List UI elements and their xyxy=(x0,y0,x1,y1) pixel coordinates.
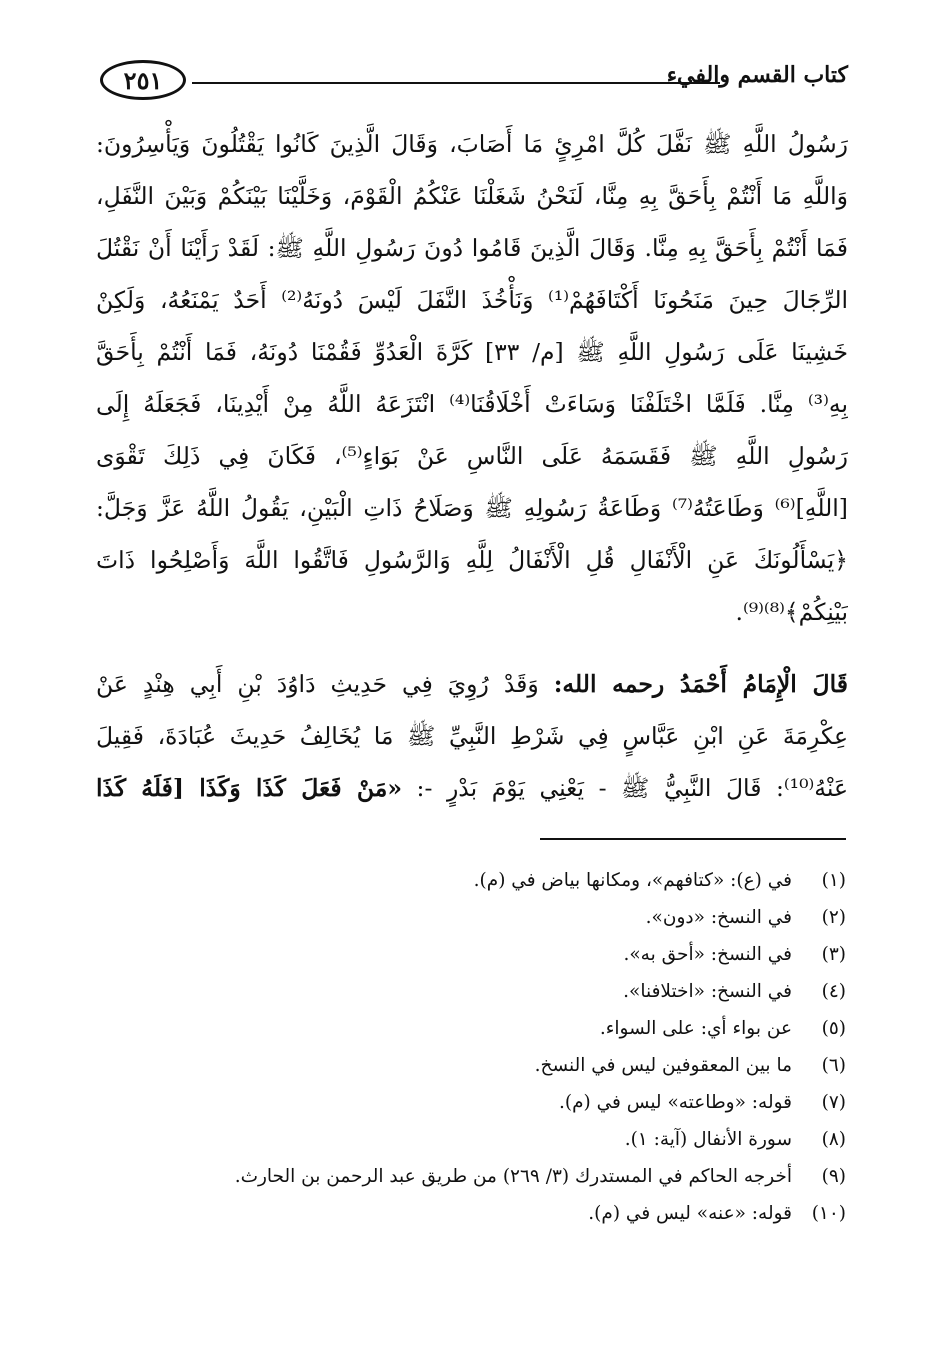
footnote-number: (٥) xyxy=(821,1018,846,1039)
page-header xyxy=(100,60,848,104)
text-line: [اللَّهِ]⁽⁶⁾ وَطَاعَتُهُ⁽⁷⁾ وَطَاعَةُ رَسُولِهِ ﷺ وَصَلَاحُ ذَاتِ الْبَيْنِ، يَقُولُ اللَّهُ عَزَّ وَجَلَّ: xyxy=(96,494,848,522)
text-line: رَسُولِ اللَّهِ ﷺ فَقَسَمَهُ عَلَى النَّاسِ عَنْ بَوَاءٍ⁽⁵⁾، فَكَانَ فِي ذَلِكَ تَقْوَى xyxy=(96,442,848,470)
text-line: بِهِ⁽³⁾ مِنَّا. فَلَمَّا اخْتَلَفْنَا وَسَاءَتْ أَخْلَاقُنَا⁽⁴⁾ انْتَزَعَهُ اللَّهُ مِنْ أَيْدِينَا، فَجَعَلَهُ إِلَى xyxy=(96,390,848,418)
footnote-text: قوله: «عنه» ليس في (م). xyxy=(588,1203,792,1224)
footnote xyxy=(86,1195,846,1232)
footnote xyxy=(86,862,846,899)
footnote-text: سورة الأنفال (آية: ١). xyxy=(624,1129,792,1150)
text-line xyxy=(96,658,848,710)
footnote xyxy=(86,973,846,1010)
footnote xyxy=(86,1121,846,1158)
footnote-number: (٧) xyxy=(821,1092,846,1113)
footnote xyxy=(86,936,846,973)
footnote-number: (٣) xyxy=(821,944,846,965)
footnote-text: في النسخ: «اختلافنا». xyxy=(623,981,792,1002)
footnote-text: عن بواء أي: على السواء. xyxy=(599,1018,792,1039)
footnote-number: (٦) xyxy=(821,1055,846,1076)
footnote-text: في النسخ: «دون». xyxy=(645,907,792,928)
footnote-number: (٢) xyxy=(821,907,846,928)
footnote-number: (١٠) xyxy=(811,1203,846,1224)
footnote xyxy=(86,1047,846,1084)
page-number: ٢٥١ xyxy=(100,60,186,100)
footnotes xyxy=(86,862,846,1232)
text-span: عَنْهُ⁽¹⁰⁾: قَالَ النَّبِيُّ ﷺ - يَعْنِي يَوْمَ بَدْرٍ -: xyxy=(402,774,848,802)
footnote-number: (٤) xyxy=(821,981,846,1002)
text-line xyxy=(96,762,848,814)
quran-verse-end: بَيْنِكُمْ﴾⁽⁸⁾⁽⁹⁾. xyxy=(735,598,848,626)
footnote xyxy=(86,1010,846,1047)
footnote-text: ما بين المعقوفين ليس في النسخ. xyxy=(534,1055,792,1076)
footnote-text: قوله: «وطاعته» ليس في (م). xyxy=(558,1092,792,1113)
text-line: الرِّجَالَ حِينَ مَنَحُونَا أَكْتَافَهُمْ⁽¹⁾ وَنَأْخُذَ النَّفَلَ لَيْسَ دُونَهُ⁽²⁾ أَحَدٌ يَمْنَعُهُ، وَلَكِنْ xyxy=(96,286,848,314)
book-title: كتاب القسم والفيء xyxy=(666,62,848,88)
text-line: خَشِينَا عَلَى رَسُولِ اللَّهِ ﷺ [م/ ٣٣] كَرَّةَ الْعَدُوِّ فَقُمْنَا دُونَهُ، فَمَا أَنْتُمْ بِأَحَقَّ xyxy=(96,338,848,366)
text-line: رَسُولُ اللَّهِ ﷺ نَفَّلَ كُلَّ امْرِئٍ مَا أَصَابَ، وَقَالَ الَّذِينَ كَانُوا يَقْتُلُونَ وَيَأْسِرُونَ: xyxy=(96,130,848,158)
paragraph-gap xyxy=(96,638,848,658)
author-attribution: قَالَ الْإِمَامُ أَحْمَدُ رحمه الله: xyxy=(553,670,848,698)
text-line: وَاللَّهِ مَا أَنْتُمْ بِأَحَقَّ بِهِ مِنَّا، لَنَحْنُ شَغَلْنَا عَنْكُمُ الْقَوْمَ، وَخَلَّيْنَا بَيْنَكُمْ وَبَيْنَ النَّفَلِ، xyxy=(96,182,848,210)
footnote-number: (١) xyxy=(821,870,846,891)
footnote-number: (٩) xyxy=(821,1166,846,1187)
main-text xyxy=(96,118,848,814)
footnote xyxy=(86,1158,846,1195)
hadith-quote: «مَنْ فَعَلَ كَذَا وَكَذَا [فَلَهُ كَذَا xyxy=(96,774,403,802)
footnote-text: في (ع): «كتافهم»، ومكانها بياض في (م). xyxy=(473,870,792,891)
footnote xyxy=(86,1084,846,1121)
text-span: وَقَدْ رُوِيَ فِي حَدِيثِ دَاوُدَ بْنِ أَبِي هِنْدٍ عَنْ xyxy=(96,670,554,698)
footnote xyxy=(86,899,846,936)
quran-verse-line: ﴿يَسْأَلُونَكَ عَنِ الْأَنْفَالِ قُلِ الْأَنْفَالُ لِلَّهِ وَالرَّسُولِ فَاتَّقُوا اللَّهَ وَأَصْلِحُوا ذَاتَ xyxy=(96,546,848,574)
footnote-text: أخرجه الحاكم في المستدرك (٣/ ٢٦٩) من طريق عبد الرحمن بن الحارث. xyxy=(234,1166,792,1187)
text-line: عِكْرِمَةَ عَنِ ابْنِ عَبَّاسٍ فِي شَرْطِ النَّبِيِّ ﷺ مَا يُخَالِفُ حَدِيثَ عُبَادَةَ، فَقِيلَ xyxy=(96,722,848,750)
text-line: فَمَا أَنْتُمْ بِأَحَقَّ بِهِ مِنَّا. وَقَالَ الَّذِينَ قَامُوا دُونَ رَسُولِ اللَّهِ ﷺ: لَقَدْ رَأَيْنَا أَنْ نَقْتُلَ xyxy=(96,234,848,262)
footnote-separator xyxy=(540,838,846,840)
footnote-text: في النسخ: «أحق به». xyxy=(623,944,792,965)
footnote-number: (٨) xyxy=(821,1129,846,1150)
header-rule xyxy=(192,82,720,84)
